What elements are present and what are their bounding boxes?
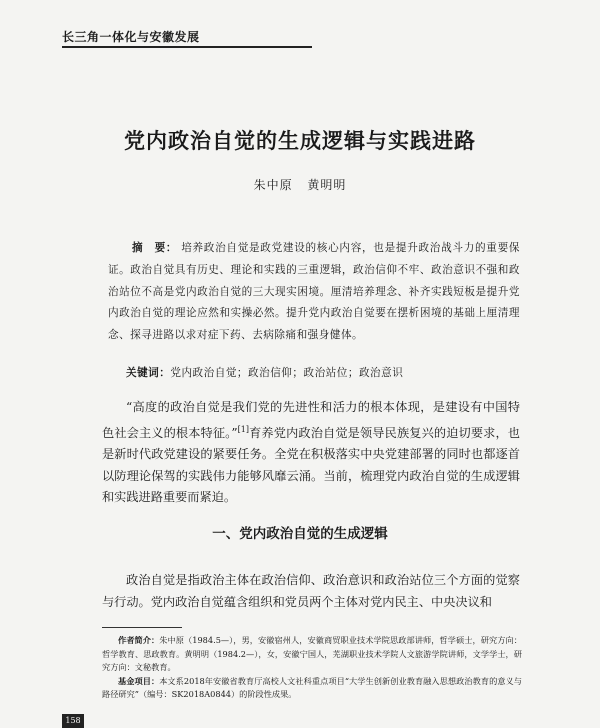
fund-label: 基金项目： bbox=[118, 675, 160, 686]
author-bio bbox=[102, 634, 522, 675]
fund-note bbox=[102, 675, 522, 702]
page-number: 158 bbox=[62, 714, 84, 728]
author-bio-label: 作者简介： bbox=[118, 635, 160, 645]
intro-paragraph bbox=[102, 397, 520, 509]
abstract bbox=[108, 238, 520, 347]
author-bio-text: 朱中原（1984.5—），男，安徽宿州人，安徽商贸职业技术学院思政部讲师，哲学硕士，研究方向：哲学教育、思政教育。黄明明（1984.2—），女，安徽宁国人，芜湖职业技术学院人文旅游学院讲师，文学学士，研究方向：文秘教育。 bbox=[102, 635, 522, 672]
abstract-label: 摘 要： bbox=[132, 242, 178, 254]
section-paragraph: 政治自觉是指政治主体在政治信仰、政治意识和政治站位三个方面的觉察与行动。党内政治自觉蕴含组织和党员两个主体对党内民主、中央决议和 bbox=[102, 573, 520, 609]
running-header: 长三角一体化与安徽发展 bbox=[62, 28, 312, 48]
citation-marker: [1] bbox=[237, 424, 249, 434]
footnotes bbox=[102, 634, 522, 702]
keywords-label: 关键词： bbox=[126, 367, 171, 379]
fund-text: 本文系2018年安徽省教育厅高校人文社科重点项目“大学生创新创业教育融入思想政治教育的意义与路径研究”（编号：SK2018A0844）的阶段性成果。 bbox=[102, 675, 522, 699]
section-heading: 一、党内政治自觉的生成逻辑 bbox=[212, 526, 388, 542]
abstract-text: 培养政治自觉是政党建设的核心内容，也是提升政治战斗力的重要保证。政治自觉具有历史、理论和实践的三重逻辑，政治信仰不牢、政治意识不强和政治站位不高是党内政治自觉的三大现实困境。厘清培养理念、补齐实践短板是提升党内政治自觉的理论应然和实操必然。提升党内政治自觉要在摆析困境的基础上厘清理念、探寻进路以求对症下药、去病除痛和强身健体。 bbox=[108, 242, 520, 342]
intro-continuation: 育养党内政治自觉是领导民族复兴的迫切要求，也是新时代政党建设的紧要任务。全党在积极落实中央党建部署的同时也都逐首以防理论保驾的实践伟力能够风靡云涌。当前，梳理党内政治自觉的生成逻辑和实践进路重要而紧迫。 bbox=[102, 425, 520, 505]
article-title: 党内政治自觉的生成逻辑与实践进路 bbox=[124, 128, 476, 153]
keywords bbox=[126, 365, 520, 380]
intro-quote: “高度的政治自觉是我们党的先进性和活力的根本体现，是建设有中国特色社会主义的根本特征。” bbox=[102, 400, 520, 440]
footnote-rule bbox=[102, 627, 182, 628]
keywords-text: 党内政治自觉；政治信仰；政治站位；政治意识 bbox=[170, 367, 404, 379]
author-names: 朱中原 黄明明 bbox=[253, 178, 347, 192]
